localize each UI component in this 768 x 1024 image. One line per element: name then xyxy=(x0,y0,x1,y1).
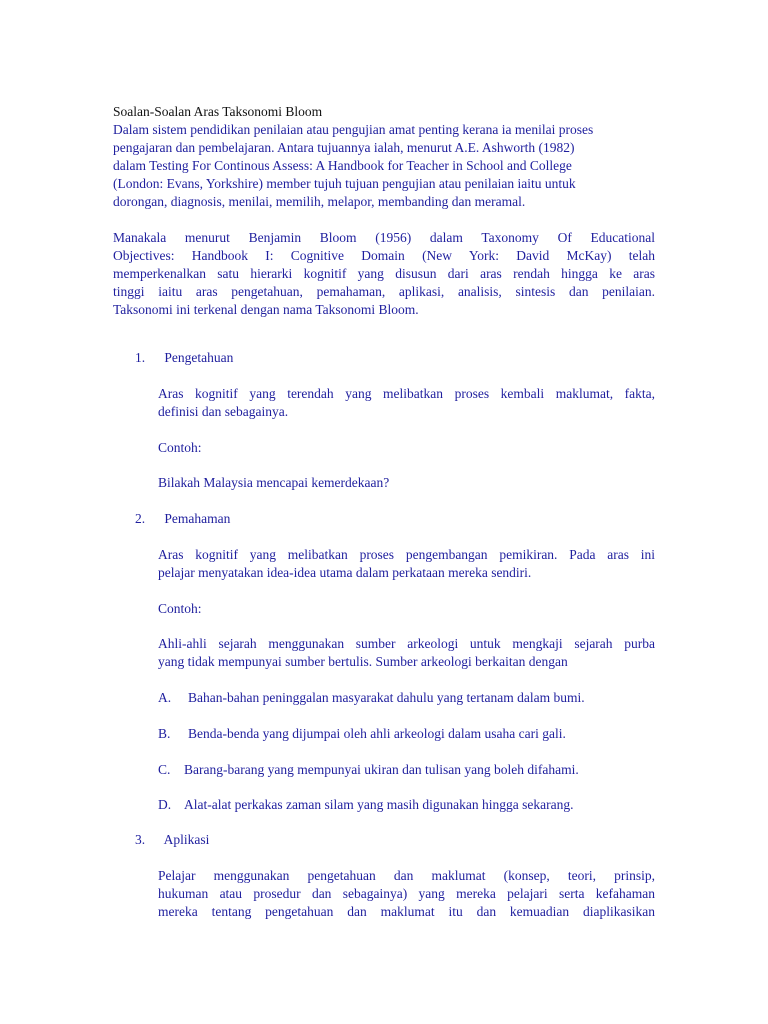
example-label: Contoh: xyxy=(158,601,202,616)
example-label: Contoh: xyxy=(158,440,202,455)
bloom-line: Objectives: Handbook I: Cognitive Domain (New York: David McKay) telah xyxy=(113,248,655,263)
bloom-paragraph xyxy=(113,229,655,319)
section-heading xyxy=(135,831,209,849)
question-line: Ahli-ahli sejarah menggunakan sumber arkeologi untuk mengkaji sejarah purba xyxy=(158,636,655,651)
bloom-line: tinggi iaitu aras pengetahuan, pemahaman, aplikasi, analisis, sintesis dan penilaian. xyxy=(113,284,655,299)
option-text: Benda-benda yang dijumpai oleh ahli arkeologi dalam usaha cari gali. xyxy=(188,726,566,741)
intro-line: (London: Evans, Yorkshire) member tujuh tujuan pengujian atau penilaian iaitu untuk xyxy=(113,176,576,191)
answer-option-a xyxy=(158,689,655,707)
section-description xyxy=(158,385,655,421)
description-line: pelajar menyatakan idea-idea utama dalam perkataan mereka sendiri. xyxy=(158,565,532,580)
description-line: hukuman atau prosedur dan sebagainya) yang mereka pelajari serta kefahaman xyxy=(158,886,655,901)
answer-option-c xyxy=(158,761,655,779)
intro-line: dalam Testing For Continous Assess: A Handbook for Teacher in School and College xyxy=(113,158,572,173)
bloom-line: Manakala menurut Benjamin Bloom (1956) dalam Taxonomy Of Educational xyxy=(113,230,655,245)
section-pengetahuan xyxy=(113,349,655,509)
example-question xyxy=(158,635,655,671)
section-number: 3. xyxy=(135,832,146,847)
answer-option-b xyxy=(158,725,655,743)
bloom-line: Taksonomi ini terkenal dengan nama Taksonomi Bloom. xyxy=(113,302,419,317)
description-line: Aras kognitif yang melibatkan proses pengembangan pemikiran. Pada aras ini xyxy=(158,547,655,562)
intro-line: Dalam sistem pendidikan penilaian atau pengujian amat penting kerana ia menilai proses xyxy=(113,122,594,137)
option-letter: A. xyxy=(158,690,172,705)
bloom-line: memperkenalkan satu hierarki kognitif yang disusun dari aras rendah hingga ke aras xyxy=(113,266,655,281)
question-line: yang tidak mempunyai sumber bertulis. Sumber arkeologi berkaitan dengan xyxy=(158,654,568,669)
document-page xyxy=(113,103,655,211)
document-title: Soalan-Soalan Aras Taksonomi Bloom xyxy=(113,104,323,119)
section-heading xyxy=(135,510,230,528)
section-description xyxy=(158,546,655,582)
description-line: Pelajar menggunakan pengetahuan dan maklumat (konsep, teori, prinsip, xyxy=(158,868,655,883)
answer-option-d xyxy=(158,796,655,814)
description-line: definisi dan sebagainya. xyxy=(158,404,289,419)
section-title: Aplikasi xyxy=(163,832,210,847)
option-text: Alat-alat perkakas zaman silam yang masih digunakan hingga sekarang. xyxy=(184,797,574,812)
section-heading xyxy=(135,349,233,367)
option-letter: D. xyxy=(158,797,172,812)
section-pemahaman xyxy=(113,510,655,820)
section-description xyxy=(158,867,655,921)
section-title: Pemahaman xyxy=(164,511,231,526)
description-line: mereka tentang pengetahuan dan maklumat itu dan kemuadian diaplikasikan xyxy=(158,904,655,919)
section-number: 2. xyxy=(135,511,146,526)
intro-line: dorongan, diagnosis, menilai, memilih, melapor, membanding dan meramal. xyxy=(113,194,526,209)
example-question: Bilakah Malaysia mencapai kemerdekaan? xyxy=(158,475,390,490)
option-letter: B. xyxy=(158,726,171,741)
option-text: Bahan-bahan peninggalan masyarakat dahulu yang tertanam dalam bumi. xyxy=(188,690,585,705)
intro-line: pengajaran dan pembelajaran. Antara tujuannya ialah, menurut A.E. Ashworth (1982) xyxy=(113,140,575,155)
section-title: Pengetahuan xyxy=(164,350,234,365)
section-aplikasi xyxy=(113,831,655,941)
section-number: 1. xyxy=(135,350,146,365)
description-line: Aras kognitif yang terendah yang melibatkan proses kembali maklumat, fakta, xyxy=(158,386,655,401)
option-text: Barang-barang yang mempunyai ukiran dan tulisan yang boleh difahami. xyxy=(184,762,579,777)
intro-paragraph xyxy=(113,121,655,211)
option-letter: C. xyxy=(158,762,171,777)
